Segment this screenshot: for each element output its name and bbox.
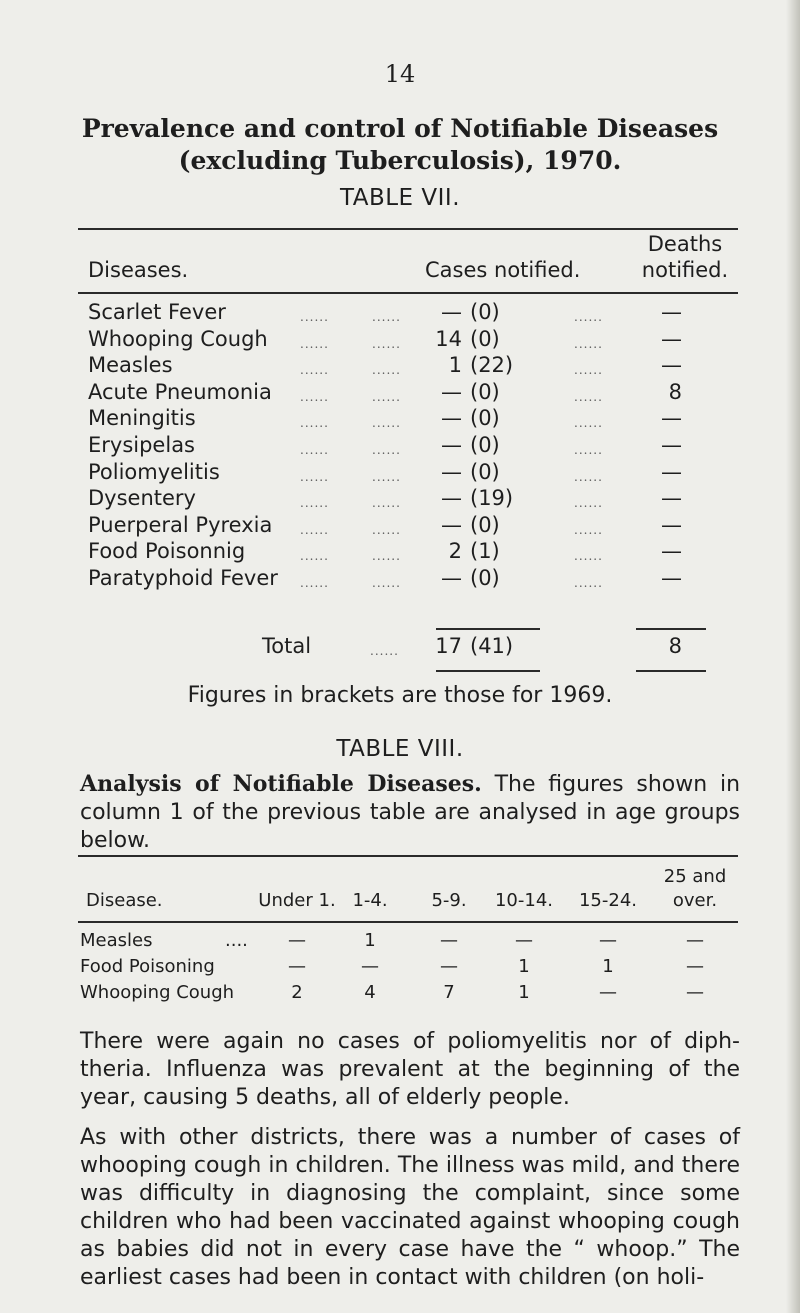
table7-row-dots: ...... xyxy=(372,576,401,590)
table7-row-cases: — xyxy=(441,512,462,537)
table7-row-dots: ...... xyxy=(300,496,329,511)
table7-row-disease: Scarlet Fever xyxy=(88,300,226,324)
table7-total-prev: (41) xyxy=(470,634,514,658)
table8-caption: TABLE VIII. xyxy=(336,736,464,762)
table7-header-rule xyxy=(78,292,738,294)
table8-row-a1-4: 4 xyxy=(364,982,376,1003)
table8-row-disease: Food Poisoning xyxy=(80,956,215,977)
table7-row-cases: — xyxy=(441,486,462,511)
table7-row-deaths: — xyxy=(661,353,682,378)
table7-total-dots: ...... xyxy=(370,644,399,658)
table7-row-dots: ...... xyxy=(574,310,603,324)
table7-row-prev: (0) xyxy=(470,512,500,537)
table8-header-over-2: over. xyxy=(672,890,718,911)
table7-row-disease: Measles xyxy=(88,353,173,378)
table8-row-over: — xyxy=(686,956,704,977)
table7-header-deaths-2: notified. xyxy=(641,258,729,282)
table8-row-a10-14: 1 xyxy=(518,982,530,1003)
table7-row-prev: (0) xyxy=(470,566,500,590)
table7-row-dots: ...... xyxy=(300,549,329,564)
table7-row-cases: — xyxy=(441,406,462,431)
table7-row-deaths: — xyxy=(661,433,682,457)
table8-row-a5-9: 7 xyxy=(443,982,455,1003)
table8-header-rule xyxy=(78,921,738,923)
table8-row-a15-24: 1 xyxy=(602,956,614,977)
table7-row-prev: (22) xyxy=(470,353,514,378)
table7-row-dots: ...... xyxy=(372,443,401,457)
table7-row-prev: (1) xyxy=(470,539,500,564)
table7-row-dots: ...... xyxy=(372,469,401,484)
table7-row-disease: Dysentery xyxy=(88,486,196,511)
table8-row-disease: Whooping Cough xyxy=(80,982,235,1003)
table7-row-dots: ...... xyxy=(300,389,329,404)
table7-row-deaths: — xyxy=(661,512,682,537)
table8-row-a5-9: — xyxy=(440,930,458,951)
table7-row-deaths: — xyxy=(661,300,682,324)
table7-row-deaths: — xyxy=(661,566,682,590)
table7-row-deaths: — xyxy=(661,486,682,511)
table7-row-dots: ...... xyxy=(372,336,401,351)
table7-row-dots: ...... xyxy=(574,416,603,431)
table7-row-dots: ...... xyxy=(372,363,401,378)
table7-row-prev: (0) xyxy=(470,300,500,324)
table7-row-dots: ...... xyxy=(300,469,329,484)
table7-row-deaths: — xyxy=(661,326,682,351)
table7-row-prev: (0) xyxy=(470,326,500,351)
table7-row-prev: (0) xyxy=(470,459,500,484)
table8-header-5-9: 5-9. xyxy=(431,890,467,911)
table7-row-dots: ...... xyxy=(300,336,329,351)
table8-row-dots: .... xyxy=(225,930,248,951)
table7-row-disease: Food Poisonnig xyxy=(88,539,246,564)
table7-row-dots: ...... xyxy=(372,389,401,404)
table7-row-cases: — xyxy=(441,300,462,324)
paragraph-1: There were again no cases of poliomyelitis nor of diph-theria. Influenza was prevalent at the beginning of the year, causing 5 deaths, all of elderly people. xyxy=(80,1029,740,1110)
table7-row-dots: ...... xyxy=(300,443,329,457)
table7-row-deaths: — xyxy=(661,459,682,484)
table7-row-cases: — xyxy=(441,433,462,457)
heading-line-2: (excluding Tuberculosis), 1970. xyxy=(178,146,622,175)
table7-row-dots: ...... xyxy=(574,576,603,590)
table7-row-prev: (0) xyxy=(470,406,500,431)
table7-header-disease: Diseases. xyxy=(88,258,189,282)
heading-line-1: Prevalence and control of Notifiable Diseases xyxy=(81,114,719,143)
table8-row-a1-4: 1 xyxy=(364,930,376,951)
table8-row-a15-24: — xyxy=(599,930,617,951)
table8-header-disease: Disease. xyxy=(86,890,163,911)
table7-footnote: Figures in brackets are those for 1969. xyxy=(187,683,613,708)
paragraph-2: As with other districts, there was a number of cases of whooping cough in children. The illness was mild, and there was difficulty in diagnosing the complaint, since some children who had been vaccinated against whooping cough as babies did not in every case have the “ whoop.” The earliest cases had been in contact with children (on holi- xyxy=(80,1125,740,1290)
table8-row-under1: — xyxy=(288,930,306,951)
table7-caption: TABLE VII. xyxy=(339,185,461,211)
table7-row-dots: ...... xyxy=(372,310,401,324)
table7-header-deaths-1: Deaths xyxy=(647,232,723,256)
table8-header-15-24: 15-24. xyxy=(578,890,638,911)
table7-row-disease: Poliomyelitis xyxy=(88,459,220,484)
table7-row-dots: ...... xyxy=(574,496,603,511)
table7-row-dots: ...... xyxy=(372,549,401,564)
table8-row-disease: Measles xyxy=(80,930,153,951)
table7-row-disease: Paratyphoid Fever xyxy=(88,566,278,590)
table8-row-under1: — xyxy=(288,956,306,977)
table7-total-cases: 17 xyxy=(435,634,462,658)
table7-cases-sum-rule xyxy=(436,628,540,630)
table8-header-1-4: 1-4. xyxy=(352,890,388,911)
table8-intro xyxy=(80,770,740,855)
table7-row-disease: Whooping Cough xyxy=(88,326,268,351)
table7-row-dots: ...... xyxy=(300,416,329,431)
table8-row-a15-24: — xyxy=(599,982,617,1003)
table7-row-dots: ...... xyxy=(574,336,603,351)
table7-header-cases: Cases notified. xyxy=(425,258,581,282)
table7-row-dots: ...... xyxy=(372,522,401,537)
table7-row-dots: ...... xyxy=(574,443,603,457)
table7-cases-total-rule xyxy=(436,670,540,672)
table7-row-disease: Acute Pneumonia xyxy=(88,379,272,404)
table7-top-rule xyxy=(78,228,738,230)
table8-header-10-14: 10-14. xyxy=(494,890,554,911)
table7-row-prev: (0) xyxy=(470,379,500,404)
table8-row-a5-9: — xyxy=(440,956,458,977)
table8-top-rule xyxy=(78,855,738,857)
table7-row-deaths: — xyxy=(661,406,682,431)
table7-row-dots: ...... xyxy=(574,522,603,537)
table7-row-disease: Erysipelas xyxy=(88,433,195,457)
table7-row-deaths: — xyxy=(661,539,682,564)
table7-row-dots: ...... xyxy=(574,469,603,484)
table7-row-dots: ...... xyxy=(300,522,329,537)
table8-intro-bold: Analysis of Notifiable Diseases. xyxy=(80,771,482,797)
table7-row-dots: ...... xyxy=(574,363,603,378)
table7-row-cases: 14 xyxy=(435,326,462,351)
table7-row-dots: ...... xyxy=(300,310,329,324)
page-number: 14 xyxy=(384,60,416,88)
table8-header-under1: Under 1. xyxy=(258,890,336,911)
table8-row-over: — xyxy=(686,982,704,1003)
table8-intro-text: The figures shown in column 1 of the previous table are analysed in age groups below. xyxy=(80,772,741,853)
table7-deaths-sum-rule xyxy=(636,628,706,630)
table8-row-a10-14: 1 xyxy=(518,956,530,977)
table7-row-cases: 2 xyxy=(448,539,462,564)
table7-row-dots: ...... xyxy=(574,549,603,564)
table7-row-prev: (0) xyxy=(470,433,500,457)
table7-deaths-total-rule xyxy=(636,670,706,672)
table7-row-prev: (19) xyxy=(470,486,514,511)
table7-row-dots: ...... xyxy=(300,576,329,590)
table8-row-a10-14: — xyxy=(515,930,533,951)
table7-row-dots: ...... xyxy=(574,389,603,404)
table8-row-under1: 2 xyxy=(291,982,303,1003)
table8-row-over: — xyxy=(686,930,704,951)
table7-row-cases: — xyxy=(441,566,462,590)
table7-row-disease: Meningitis xyxy=(88,406,196,431)
table7-row-disease: Puerperal Pyrexia xyxy=(88,512,273,537)
table7-row-dots: ...... xyxy=(300,363,329,378)
table7-row-cases: — xyxy=(441,459,462,484)
table7-row-dots: ...... xyxy=(372,496,401,511)
table7-total-deaths: 8 xyxy=(668,634,682,658)
table7-row-deaths: 8 xyxy=(668,379,682,404)
table7-row-cases: 1 xyxy=(448,353,462,378)
table8-row-a1-4: — xyxy=(361,956,379,977)
table7-total-label: Total xyxy=(262,634,312,658)
table7-row-dots: ...... xyxy=(372,416,401,431)
table8-header-over-1: 25 and xyxy=(663,866,727,887)
table7-row-cases: — xyxy=(441,379,462,404)
